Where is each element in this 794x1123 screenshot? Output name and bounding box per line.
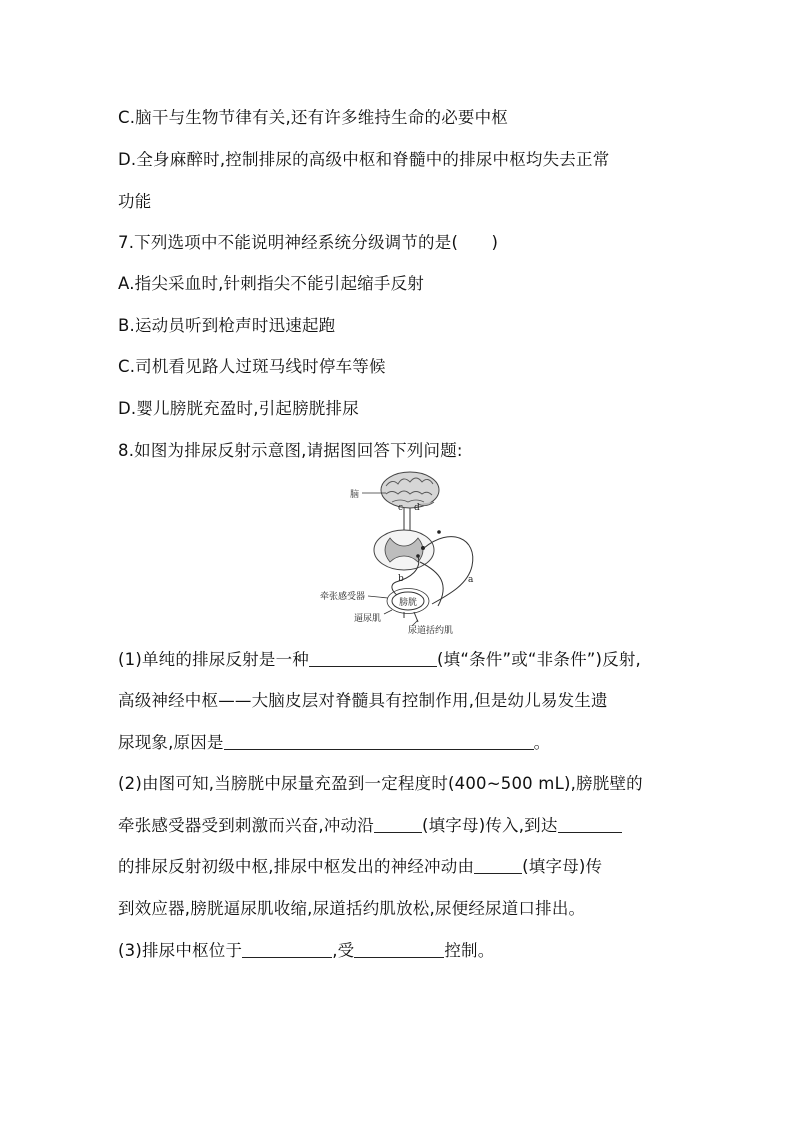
answer-blank-center-location[interactable] (242, 940, 332, 958)
q7-option-b: B.运动员听到枪声时迅速起跑 (118, 316, 336, 335)
q6-option-c: C.脑干与生物节律有关,还有许多维持生命的必要中枢 (118, 108, 509, 127)
label-d: d (414, 503, 420, 513)
answer-blank-reason[interactable] (224, 732, 534, 750)
spinal-cord-section (374, 530, 434, 570)
q8-part1-text-a: (1)单纯的排尿反射是一种 (118, 650, 309, 669)
label-c: c (398, 503, 404, 513)
q6-option-d-line2: 功能 (118, 192, 152, 211)
q8-part1-text-b: (填“条件”或“非条件”)反射, (436, 650, 641, 669)
q7-stem: 7.下列选项中不能说明神经系统分级调节的是( ) (118, 233, 499, 252)
q6-option-d-line1: D.全身麻醉时,控制排尿的高级中枢和脊髓中的排尿中枢均失去正常 (118, 150, 610, 169)
q8-part3-text-b: ,受 (332, 941, 355, 960)
label-receptor: 牵张感受器 (320, 592, 366, 602)
q8-part2-line2 (118, 815, 622, 837)
answer-blank-afferent-letter[interactable] (374, 815, 422, 833)
ganglion-dot (437, 530, 441, 534)
q8-part2-line4: 到效应器,膀胱逼尿肌收缩,尿道括约肌放松,尿便经尿道口排出。 (118, 899, 586, 918)
label-b: b (398, 574, 404, 584)
q8-part2-text-a: 牵张感受器受到刺激而兴奋,冲动沿 (118, 816, 374, 835)
q8-part1-line3 (118, 732, 550, 754)
answer-blank-efferent-letter[interactable] (474, 856, 522, 874)
answer-blank-reflex-type[interactable] (309, 649, 437, 667)
q8-part3-line (118, 940, 494, 962)
label-brain: 脑 (350, 490, 360, 500)
q8-part1-line2: 高级神经中枢——大脑皮层对脊髓具有控制作用,但是幼儿易发生遗 (118, 691, 608, 710)
q8-part1-text-c: 尿现象,原因是 (118, 733, 224, 752)
q8-part2-line1: (2)由图可知,当膀胱中尿量充盈到一定程度时(400~500 mL),膀胱壁的 (118, 774, 643, 793)
label-a: a (468, 575, 474, 585)
q8-part2-text-c: 的排尿反射初级中枢,排尿中枢发出的神经冲动由 (118, 857, 475, 876)
detrusor-leader-line (384, 610, 392, 614)
micturition-reflex-diagram (300, 466, 490, 640)
q8-part1-line1 (118, 649, 641, 671)
answer-blank-destination[interactable] (558, 815, 622, 833)
receptor-leader-line (368, 596, 388, 598)
q7-option-c: C.司机看见路人过斑马线时停车等候 (118, 357, 386, 376)
q8-part2-text-b: (填字母)传入,到达 (421, 816, 558, 835)
label-sphincter: 尿道括约肌 (408, 626, 454, 636)
q8-part2-line3 (118, 856, 602, 878)
q8-part3-text-c: 控制。 (444, 941, 495, 960)
brain-illustration (381, 472, 439, 508)
label-bladder: 膀胱 (399, 598, 418, 608)
answer-blank-controller[interactable] (354, 940, 444, 958)
q8-part1-text-d: 。 (533, 733, 551, 752)
q8-part3-text-a: (3)排尿中枢位于 (118, 941, 243, 960)
q8-part2-text-d: (填字母)传 (522, 857, 603, 876)
q7-option-d: D.婴儿膀胱充盈时,引起膀胱排尿 (118, 399, 359, 418)
label-detrusor: 逼尿肌 (354, 614, 382, 624)
q7-option-a: A.指尖采血时,针刺指尖不能引起缩手反射 (118, 274, 424, 293)
q8-stem: 8.如图为排尿反射示意图,请据图回答下列问题: (118, 441, 463, 460)
